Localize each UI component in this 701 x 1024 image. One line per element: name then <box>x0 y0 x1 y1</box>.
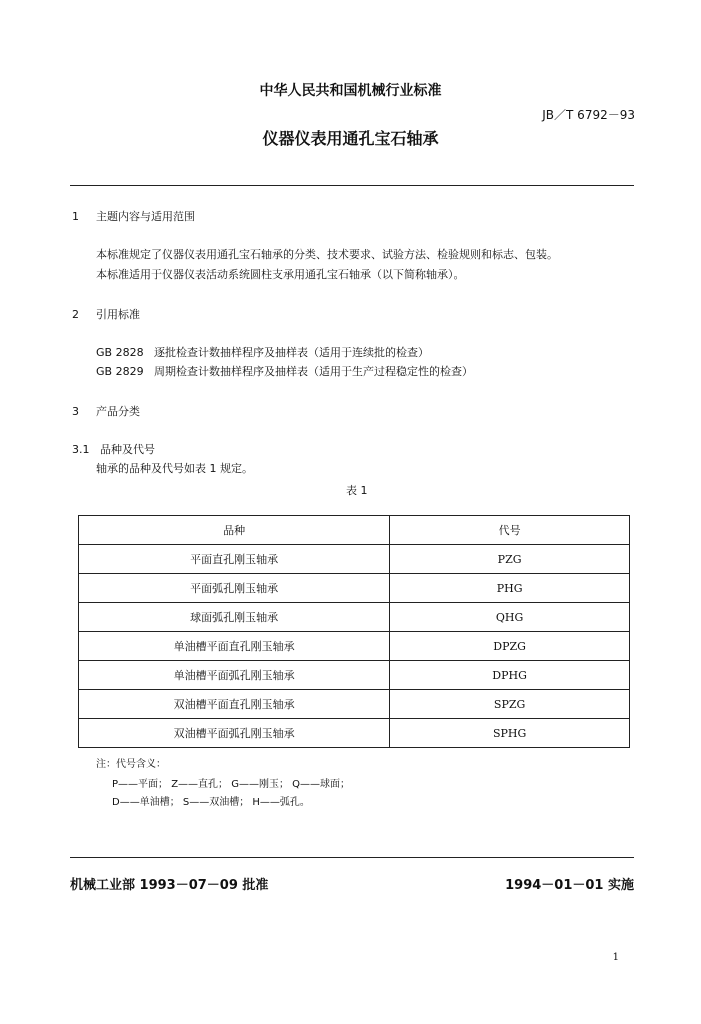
note-line-2: D——单油槽； S——双油槽； H——弧孔。 <box>112 797 310 808</box>
variety-cell: 双油槽平面弧孔刚玉轴承 <box>79 719 390 748</box>
subsection-text: 轴承的品种及代号如表 1 规定。 <box>96 462 253 475</box>
page-number: 1 <box>612 952 619 963</box>
note-label: 注：代号含义： <box>96 759 166 770</box>
table-row <box>79 661 630 690</box>
table-header-row <box>79 516 630 545</box>
table-row <box>79 719 630 748</box>
column-header-variety: 品种 <box>79 516 390 545</box>
footer-rule <box>70 857 634 858</box>
approval-date: 机械工业部 1993－07－09 批准 <box>70 878 269 893</box>
code-cell: QHG <box>390 603 630 632</box>
section-title: 引用标准 <box>96 308 140 321</box>
section-2-heading <box>72 306 140 322</box>
reference-code: GB 2829 <box>96 365 144 378</box>
table-caption: 表 1 <box>346 484 368 497</box>
scope-paragraph-2: 本标准适用于仪器仪表活动系统圆柱支承用通孔宝石轴承（以下简称轴承）。 <box>96 268 465 281</box>
variety-cell: 球面弧孔刚玉轴承 <box>79 603 390 632</box>
code-cell: DPHG <box>390 661 630 690</box>
subsection-number: 3.1 <box>72 443 90 456</box>
table-row <box>79 574 630 603</box>
note-line-1: P——平面； Z——直孔； G——刚玉； Q——球面； <box>112 779 351 790</box>
reference-item <box>96 344 429 360</box>
table-row <box>79 603 630 632</box>
table-row <box>79 545 630 574</box>
code-cell: PZG <box>390 545 630 574</box>
section-number: 3 <box>72 405 79 418</box>
section-1-heading <box>72 208 195 224</box>
variety-cell: 平面弧孔刚玉轴承 <box>79 574 390 603</box>
product-code-table <box>78 515 630 748</box>
issuing-organization: 中华人民共和国机械行业标准 <box>259 83 442 99</box>
variety-cell: 平面直孔刚玉轴承 <box>79 545 390 574</box>
effective-date: 1994－01－01 实施 <box>505 878 634 893</box>
code-cell: SPZG <box>390 690 630 719</box>
standard-number: JB／T 6792－93 <box>542 108 635 122</box>
code-cell: SPHG <box>390 719 630 748</box>
column-header-code: 代号 <box>390 516 630 545</box>
code-cell: DPZG <box>390 632 630 661</box>
header-rule <box>70 185 634 186</box>
section-3-heading <box>72 403 140 419</box>
table-row <box>79 690 630 719</box>
section-title: 主题内容与适用范围 <box>96 210 195 223</box>
variety-cell: 单油槽平面直孔刚玉轴承 <box>79 632 390 661</box>
document-title: 仪器仪表用通孔宝石轴承 <box>262 129 439 148</box>
variety-cell: 单油槽平面弧孔刚玉轴承 <box>79 661 390 690</box>
section-title: 产品分类 <box>96 405 140 418</box>
subsection-3-1-heading <box>72 441 155 457</box>
code-cell: PHG <box>390 574 630 603</box>
table-row <box>79 632 630 661</box>
reference-code: GB 2828 <box>96 346 144 359</box>
section-number: 1 <box>72 210 79 223</box>
reference-item <box>96 363 473 379</box>
reference-text: 逐批检查计数抽样程序及抽样表（适用于连续批的检查） <box>154 346 429 359</box>
subsection-title: 品种及代号 <box>100 443 155 456</box>
scope-paragraph-1: 本标准规定了仪器仪表用通孔宝石轴承的分类、技术要求、试验方法、检验规则和标志、包装。 <box>96 248 558 261</box>
section-number: 2 <box>72 308 79 321</box>
variety-cell: 双油槽平面直孔刚玉轴承 <box>79 690 390 719</box>
reference-text: 周期检查计数抽样程序及抽样表（适用于生产过程稳定性的检查） <box>154 365 473 378</box>
